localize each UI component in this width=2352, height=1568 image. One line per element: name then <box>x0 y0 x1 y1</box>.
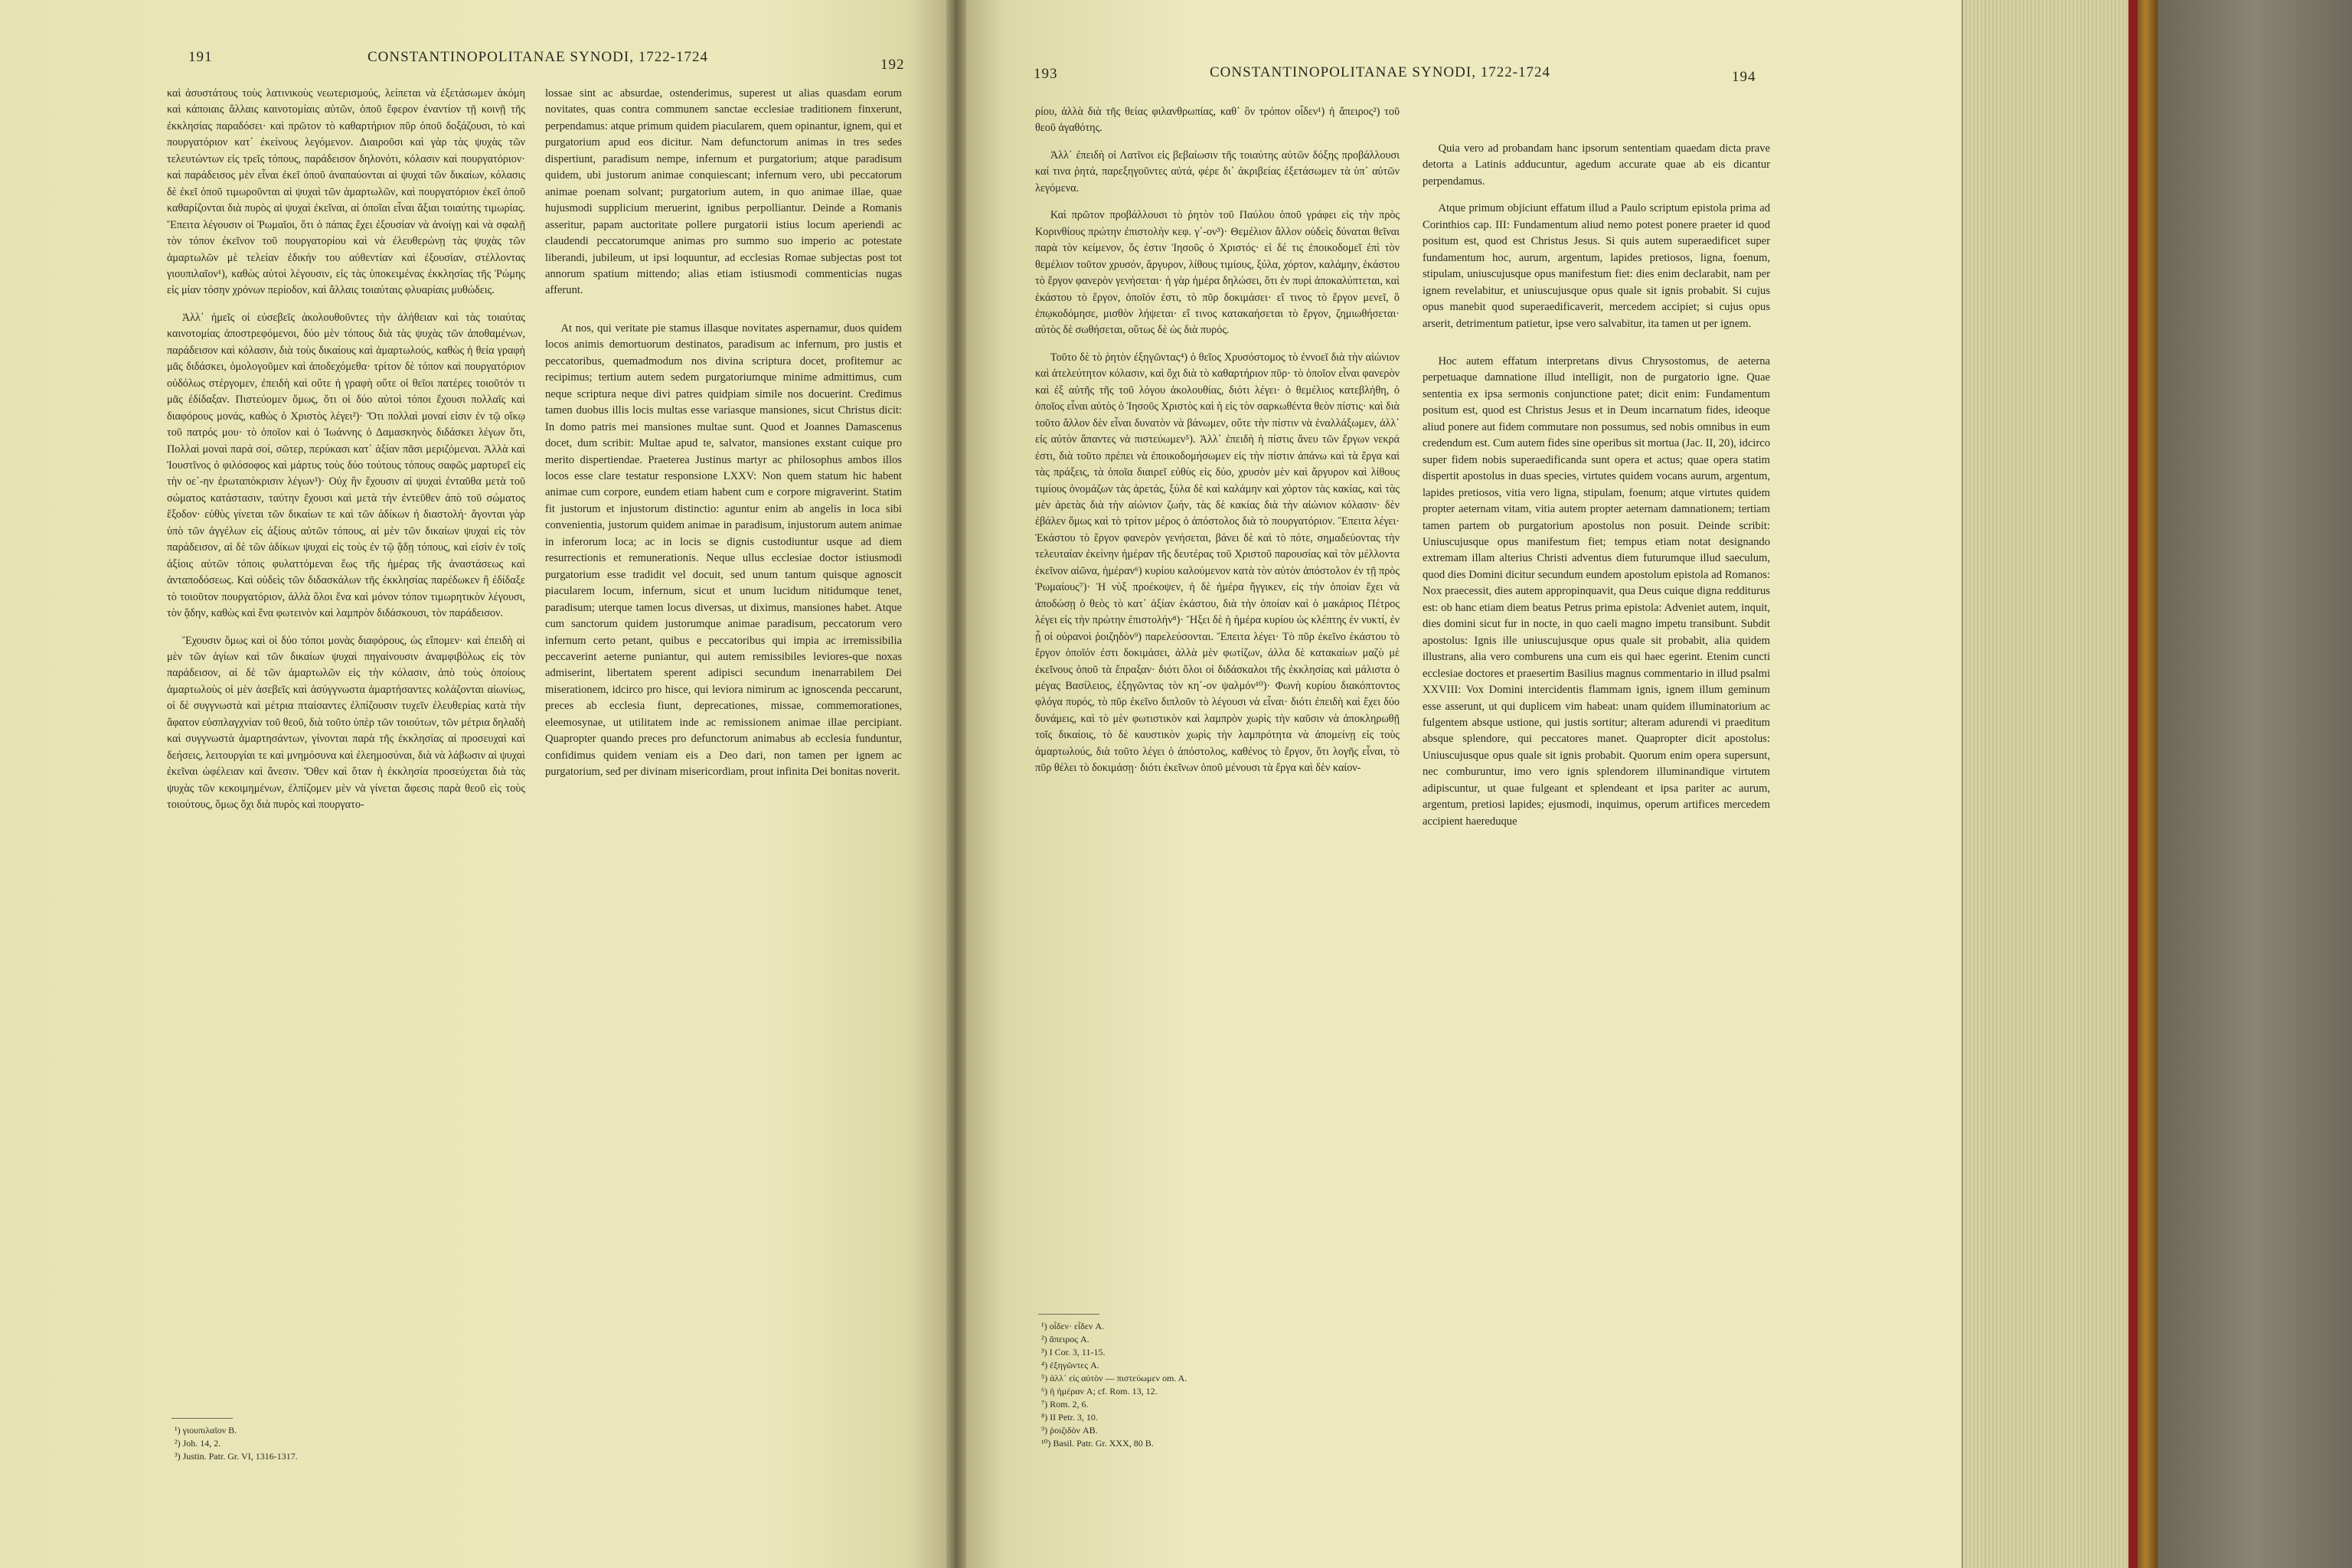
footnote: ⁷) Rom. 2, 6. <box>1041 1399 1089 1410</box>
greek-paragraph: Καὶ πρῶτον προβάλλουσι τὸ ῥητὸν τοῦ Παύλου ὁποῦ γράφει εἰς τὴν πρὸς Κορινθίους πρώτην ἐπιστολὴν κεφ. γ᾽-ον³)· Θεμέλιον ἄλλον οὐδεὶς δύναται θεῖναι παρὰ τὸν κείμενον, ὅς ἐστιν Ἰησοῦς ὁ Χριστός· εἰ δέ τις ἐποικοδομεῖ ἐπὶ τὸν θεμέλιον τοῦτον χρυσόν, ἄργυρον, λίθους τιμίους, ξύλα, χόρτον, καλάμην, ἑκάστου τὸ ἔργον φανερὸν γενήσεται· ἡ γὰρ ἡμέρα δηλώσει, ὅτι ἐν πυρὶ ἀποκαλύπτεται, καὶ ἑκάστου τὸ ἔργον, ὁποῖόν ἐστι, τὸ πῦρ δοκιμάσει· εἴ τινος τὸ ἔργον μενεῖ, ὃ ἐπῳκοδόμησε, μισθὸν λήψεται· εἴ τινος κατακαήσεται τὸ ἔργον, ζημιωθήσεται· αὐτὸς δὲ σωθήσεται, οὕτως δὲ ὡς διὰ πυρός. <box>1035 209 1400 337</box>
book-cover-edge <box>2138 0 2158 1568</box>
greek-paragraph: Ἀλλ᾽ ἡμεῖς οἱ εὐσεβεῖς ἀκολουθοῦντες τὴν ἀλήθειαν καὶ τὰς τοιαύτας καινοτομίας ἀποστρεφόμενοι, δύο μὲν τόπους διὰ τὰς ψυχὰς τῶν ἀποθαμένων, παράδεισον καὶ κόλασιν, διὰ τοὺς δικαίους καὶ ἁμαρτωλούς, καθὼς ἡ θεία γραφὴ μᾶς διδάσκει, ὁμολογοῦμεν καὶ ἀποδεχόμεθα· τρίτον δὲ τόπον καὶ πουργατόριον οὐδόλως στέργομεν, ἐπειδὴ καὶ οὔτε ἡ γραφὴ οὔτε οἱ θεῖοι πατέρες τοιοῦτόν τι μᾶς ἐδίδαξαν. Πιστεύομεν ὅμως, ὅτι οἱ δύο αὐτοὶ τόποι ἔχουσι πολλαῖς καὶ διαφόρους μονάς, καθὼς ὁ Χριστὸς λέγει²)· Ὅτι πολλαὶ μοναί εἰσιν ἐν τῷ οἴκῳ τοῦ πατρός μου· τὸ ὁποῖον καὶ ὁ Ἰωάννης ὁ Δαμασκηνὸς διδάσκει λέγων ὅτι, Πολλαὶ μοναὶ παρά σοί, σῶτερ, περύκασι κατ᾽ ἀξίαν πᾶσι μεριζόμεναι. Ἀλλὰ καὶ Ἰουστῖνος ὁ φιλόσοφος καὶ μάρτυς τοὺς δύο τούτους τόπους σαφῶς μαρτυρεῖ εἰς τὴν οε᾽-ην ἐρωταπόκρισιν λέγων³)· Οὐχ ἣν ἔχουσιν αἱ ψυχαὶ ἐνταῦθα μετὰ τοῦ σώματος κατάστασιν, ταύτην ἔχουσι καὶ μετὰ τὴν ἐντεῦθεν ἀπὸ τοῦ σώματος ἔξοδον· εὐθὺς γίνεται τῶν δικαίων τε καὶ τῶν ἀδίκων ἡ διαστολή· ἄγονται γὰρ ὑπὸ τῶν ἀγγέλων εἰς ἀξίους αὐτῶν τόπους, αἱ μὲν τῶν δικαίων ψυχαὶ εἰς τὸν παράδεισον, αἱ δὲ τῶν ἀδίκων ψυχαὶ εἰς τοὺς ἐν τῷ ᾅδῃ τόπους, καὶ εἰσὶν ἐν τοῖς ἀξίοις αὐτῶν τόποις φυλαττόμεναι ἕως τῆς ἡμέρας τῆς ἀναστάσεως καὶ ἀνταποδόσεως. Καὶ οὐδεὶς τῶν διδασκάλων τῆς ἐκκλησίας παρέδωκεν ἢ ἐδίδαξε τὸ τοιοῦτον πουργατόριον, ἀλλὰ ὅλοι ἕνα καὶ μόνον τόπον τιμωρητικὸν λέγουσι, τὸν ᾅδην, καθὼς καὶ ἕνα φωτεινὸν καὶ λαμπρὸν διδάσκουσι, τὸν παράδεισον. <box>167 311 525 620</box>
running-title-left: CONSTANTINOPOLITANAE SYNODI, 1722-1724 <box>368 49 709 65</box>
footnote: ¹) γιουπιλαῖον B. <box>175 1425 237 1436</box>
footnote: ³) Justin. Patr. Gr. VI, 1316-1317. <box>175 1451 298 1462</box>
latin-paragraph: At nos, qui veritate pie stamus illasque novitates aspernamur, duos quidem locos animis demortuorum destinatos, paradisum ac infernum, pro justis et peccatoribus, quemadmodum nos divina scriptura docet, profitemur ac recipimus; tertium autem sedem purgatoriumque minime admittimus, cum neque scriptura neque divi patres quidpiam simile nos docuerint. Credimus tamen duobus illis locis multas esse variasque mansiones, sicut Christus dicit: In domo patris mei mansiones multae sunt. Quod et Joannes Damascenus docet, dum scribit: Multae apud te, salvator, mansiones exstant cuique pro merito dispertiendae. Praeterea Justinus martyr ac philosophus ambos illos locos esse clare testatur responsione LXXV: Non quem statum hic habent animae cum corpore, eundem etiam habent cum e corpore migraverint. Statim fit justorum et injustorum distinctio: aguntur enim ab angelis in loca sibi convenientia, justorum quidem animae in paradisum, injustorum autem animae in inferorum loca; ac in locis se dignis custodiuntur usque ad diem resurrectionis et remunerationis. Neque ullus ecclesiae doctor istiusmodi purgatorium esse tradidit vel docuit, sed unum tantum quisque agnoscit piacularem locum, infernum, sicut et unum lucidum nitidumque tenet, paradisum; uterque tamen locus diversas, ut diximus, mansiones habet. Atque cum sanctorum quidem justorumque animae paradisum, peccatorum vero infernum certo petant, quibus e peccatoribus qui impia ac irremissibilia peccaverint aeterne puniantur, qui autem remissibiles leviores-que noxas admiserint, libertatem sperent adipisci secundum inenarrabilem Dei miserationem, idcirco pro hisce, qui leviora nimirum ac ignoscenda peccarunt, preces ab ecclesia fiunt, deprecationes, missae, commemorationes, eleemosynae, ut utilitatem inde ac remissionem animae illae percipiant. Quapropter quando preces pro defunctorum animabus ab ecclesia funduntur, confidimus quidem veniam eis a Deo dari, non tamen per ignem ac purgatorium, sed per divinam misericordiam, prout infinita Dei bonitas noverit. <box>545 322 902 779</box>
footnote: ¹⁰) Basil. Patr. Gr. XXX, 80 B. <box>1041 1438 1154 1449</box>
greek-paragraph: Ἀλλ᾽ ἐπειδὴ οἱ Λατῖνοι εἰς βεβαίωσιν τῆς τοιαύτης αὐτῶν δόξης προβάλλουσι καί τινα ῥητά, παρεξηγοῦντες αὐτά, φέρε δι᾽ ἀκριβείας ἐξετάσωμεν τὰ ὑπ᾽ αὐτῶν λεγόμενα. <box>1035 149 1400 194</box>
footnote: ³) I Cor. 3, 11-15. <box>1041 1347 1106 1357</box>
greek-paragraph: Τοῦτο δὲ τὸ ῥητὸν ἐξηγῶντας⁴) ὁ θεῖος Χρυσόστομος τὸ ἐννοεῖ διὰ τὴν αἰώνιον καὶ ἀτελεύτητον κόλασιν, καὶ ὄχι διὰ τὸ καθαρτήριον πῦρ· τὸ ὁποῖον εἶναι φανερὸν καὶ ἐξ αὐτῆς τῆς τοῦ λόγου ἀκολουθίας, διότι λέγει· ὁ θεμέλιος κατεβλήθη, ὁ ὁποῖος εἶναι αὐτὸς ὁ Ἰησοῦς Χριστὸς καὶ ἡ εἰς τὸν σαρκωθέντα θεὸν πίστις· καὶ διὰ τοῦτο ἄλλον δὲν εἶναι δυνατὸν νὰ βάνωμεν, οὔτε τὴν πίστιν νὰ ἐναλλάξωμεν, ἀλλ᾽ εἰς αὐτὸν ἅπαντες νὰ πιστεύωμεν⁵). Ἀλλ᾽ ἐπειδὴ ἡ πίστις ἄνευ τῶν ἔργων νεκρά ἐστι, διὰ τοῦτο πρέπει νὰ ἐποικοδομήσωμεν εἰς τὴν πίστιν ἀπάνω καὶ τὰ ἔργα καὶ τὰς πράξεις, τὰ ὁποῖα διαιρεῖ εὐθὺς εἰς δύο, χρυσὸν μὲν καὶ ἄργυρον καὶ λίθους τιμίους ὀνομάζων τὰς ἀρετάς, ξύλα δὲ καὶ καλάμην καὶ χόρτον τὰς κακίας, καὶ τὰς μὲν ἀρετὰς διὰ τὴν αἰώνιον ζωήν, τὰς δὲ κακίας διὰ τὴν αἰώνιον κόλασιν· δὲν ἐβάλεν ὅμως καὶ τὸ τρίτον μέρος ὁ ἀπόστολος διὰ τὸ πουργατόριον. Ἔπειτα λέγει· Ἑκάστου τὸ ἔργον φανερὸν γενήσεται, βάνει δὲ καὶ τὸ πότε, σημαδεύοντας τὴν τελευταίαν ἐκείνην ἡμέραν τῆς δευτέρας τοῦ Χριστοῦ παρουσίας καὶ τὸν μέλλοντα ἐκεῖνον αἰῶνα, ἡμέραν⁶) κυρίου καλούμενον κατὰ τὸν αὐτὸν ἀπόστολον ἐν τῇ πρὸς Ῥωμαίους⁷)· Ἡ νὺξ προέκοψεν, ἡ δὲ ἡμέρα ἤγγικεν, εἰς τὴν ὁποίαν ἔχει νὰ ἀποδώσῃ ὁ θεὸς τὸ κατ᾽ ἀξίαν ἑκάστου, διὰ τὴν ὁποίαν καὶ ὁ μακάριος Πέτρος λέγει εἰς τὴν πρώτην ἐπιστολήν⁸)· Ἥξει δὲ ἡ ἡμέρα κυρίου ὡς κλέπτης ἐν νυκτί, ἐν ᾗ οἱ οὐρανοὶ ῥοιζηδὸν⁹) παρελεύσονται. Ἔπειτα λέγει· Τὸ πῦρ ἐκεῖνο ἑκάστου τὸ ἔργον ὁποῖόν ἐστι δοκιμάσει, ἀλλὰ μὲν φωτίζων, ἀλλα δὲ κατακαίων μαζὺ μὲ ἐκεῖνους ὁποῦ τὰ ἔπραξαν· διότι ὅλοι οἱ διδάσκαλοι τῆς ἐκκλησίας καὶ μάλιστα ὁ μέγας Βασίλειος, ἐξηγῶντας τὸν κη᾽-ον ψαλμόν¹⁰)· Φωνὴ κυρίου διακόπτοντος φλόγα πυρός, τὸ πῦρ ἐκεῖνο διπλοῦν τὸ λέγουσι νὰ εἶναι· διότι ἐπειδὴ καὶ ἔχει δύο δυνάμεις, καὶ τὸ μὲν φωτιστικὸν καὶ λαμπρὸν χωρὶς τὴν καῦσιν νὰ ἀποκληρωθῇ τοῖς δικαίοις, τὸ δὲ καυστικὸν χωρὶς τὴν λαμπρότητα νὰ ἀπομείνῃ εἰς τοὺς ἁμαρτωλούς, διὰ τοῦτο λέγει ὁ ἀπόστολος, καθένος τὸ ἔργον, ὅτι λογῆς εἶναι, τὸ πῦρ θέλει τὸ δοκιμάσῃ· διότι ἐκεῖνων ὁποῦ μένουσι τὰ ἔργα καὶ δὲν καίον- <box>1035 351 1400 775</box>
footnote: ⁸) II Petr. 3, 10. <box>1041 1412 1098 1423</box>
latin-column-right <box>1423 141 1770 841</box>
footnote-rule <box>172 1418 233 1419</box>
latin-paragraph: lossae sint ac absurdae, ostenderimus, superest ut alias quasdam eorum novitates, quas contra communem sanctae ecclesiae traditionem finxerunt, perpendamus: atque primum quidem piacularem, quem opinantur, ignem, qui et purgatorium apud eos dicitur. Nam defunctorum animas in tres sedes dispertiunt, paradisum nempe, infernum et purgatorium; atque paradisum quidem, ubi justorum animae conquiescant; infernum vero, ubi peccatorum animae poenam solvant; purgatorium autem, in quo animae illae, quae hujusmodi supplicium meruerint, ignibus perpolliantur. Deinde a Romanis asseritur, papam auctoritate pollere purgatorii istius locum aperiendi ac claudendi peccatorumque animas pro summo suo imperio ac potestate liberandi, jubileum, ut ipsi loquuntur, ad ecclesias Romae subjectas post tot annorum spatium mittendo; alias etiam istiusmodi commenticias nugas afferunt. <box>545 87 902 297</box>
greek-paragraph: Ἔχουσιν ὅμως καὶ οἱ δύο τόποι μονὰς διαφόρους, ὡς εἴπομεν· καὶ ἐπειδὴ αἱ μὲν τῶν ἁγίων καὶ τῶν δικαίων ψυχαὶ πηγαίνουσιν ἀναμφιβόλως εἰς τὸν παράδεισον, αἱ δὲ τῶν ἁμαρτωλῶν εἰς τὴν κόλασιν, ἀπὸ τοὺς ὁποίους ἁμαρτωλοὺς οἱ μὲν ἀσεβεῖς καὶ ἀσύγγνωστα ἁμαρτήσαντες κολάζονται αἰωνίως, οἱ δὲ συγγνωστὰ καὶ μέτρια πταίσαντες ἐλπίζουσιν τυχεῖν ἐλευθερίας κατὰ τὴν ἄφατον εὐσπλαγχνίαν τοῦ θεοῦ, διὰ τοῦτο ὑπὲρ τῶν τοιούτων, τῶν μέτρια δηλαδὴ καὶ συγγνωστὰ ἁμαρτησάντων, γίνονται παρὰ τῆς ἐκκλησίας αἱ προσευχαὶ καὶ δεήσεις, λειτουργίαι τε καὶ μνημόσυνα καὶ ἐλεημοσύναι, διὰ νὰ λάβωσιν αἱ ψυχαὶ ἐκεῖναι ὠφέλειαν καὶ ἄνεσιν. Ὅθεν καὶ ὅταν ἡ ἐκκλησία προσεύχεται διὰ τὰς ψυχὰς τῶν κεκοιμημένων, ἐλπίζομεν μὲν νὰ γίνεται ἄφεσις παρὰ θεοῦ εἰς τοὺς τοιούτους, ὅμως ὄχι διὰ πυρὸς καὶ πουργατο- <box>167 634 525 812</box>
footnotes-left <box>175 1424 298 1463</box>
footnote: ²) ἄπειρος A. <box>1041 1334 1089 1344</box>
latin-paragraph: Hoc autem effatum interpretans divus Chrysostomus, de aeterna perpetuaque damnatione illud intelligit, non de purgatorio igne. Quae sententia ex ipsa sermonis conjunctione patet; dicit enim: Fundamentum positum est, quod est Christus Jesus et in Deum incarnatum fides, ideoque aliud ponere aut fidem commutare non possumus, sed nobis omnibus in eum credendum est. Cum autem fides sine operibus sit mortua (Jac. II, 20), idcirco super fidem nobis superaedificanda sunt opera et actus; quae opera statim dispertit apostolus in duas species, virtutes quidem vocans aurum, argentum, lapides pretiosos, vitia vero ligna, stipulam, foenum; atque virtutes quidem propter aeternam vitam, vitia autem propter aeternam damnationem; tertiam tamen partem ob purgatorium apostolus non posuit. Deinde scribit: Uniuscujusque opus manifestum fiet; tempus etiam notat designando extremam illam alterius Christi adventus diem futurumque illud saeculum, quod dies Domini dicitur secundum eundem apostolum epistola ad Romanos: Nox praecessit, dies autem appropinquavit, qua Deus cuique digna redditurus est: ob hanc etiam diem beatus Petrus prima epistola: Adveniet autem, inquit, dies domini sicut fur in nocte, in quo caeli magno impetu transibunt. Subdit apostolus: Ignis ille uniuscujusque opus quale sit probabit, alia quidem illustrans, alia vero comburens una cum eis qui haec egerint. Etenim cuncti ecclesiae doctores et praesertim Basilius magnus commentario in illud psalmi XXVIII: Vox Domini intercidentis flammam ignis, ignem illum geminum esse asserunt, ut qui duplicem vim habeat: unam quidem illuminatorium ac fulgentem absque ustione, qui justis sortitur; alteram adurendi vi praeditum absque splendore, qui peccatores manet. Quapropter dicit apostolus: Uniuscujusque opus quale sit ignis probabit. Quorum enim opera supersunt, nec comburuntur, imo vero ignis splendorem illuminandique virtutem adipiscuntur, ut quae fulgeant et splendeant et ipsa pariter ac aurum, argentum, pretiosi lapides; ejusmodi, inquimus, operum artifices mercedem accipient haereduque <box>1423 354 1770 828</box>
col-number-192: 192 <box>880 57 905 73</box>
footnote: ⁶) ἡ ἡμέραν A; cf. Rom. 13, 12. <box>1041 1386 1158 1396</box>
footnote: ⁴) ἐξηγῶντες A. <box>1041 1360 1099 1370</box>
footnotes-right <box>1041 1320 1187 1450</box>
left-page <box>0 0 946 1568</box>
background-surface <box>2158 0 2352 1568</box>
running-title-right: CONSTANTINOPOLITANAE SYNODI, 1722-1724 <box>1210 64 1551 80</box>
col-number-194: 194 <box>1732 69 1756 85</box>
greek-column-left <box>167 86 525 824</box>
footnote-rule <box>1038 1314 1099 1315</box>
latin-paragraph: Quia vero ad probandam hanc ipsorum sententiam quaedam dicta prave detorta a Latinis adducuntur, agedum accurate quae ab eis dicantur perpendamus. <box>1423 142 1770 188</box>
col-number-191: 191 <box>188 49 213 65</box>
footnote: ²) Joh. 14, 2. <box>175 1438 221 1449</box>
book-gutter <box>946 0 966 1568</box>
page-edges <box>1962 0 2139 1568</box>
greek-paragraph: ρίου, ἀλλὰ διὰ τῆς θείας φιλανθρωπίας, καθ᾽ ὃν τρόπον οἶδεν¹) ἡ ἄπειρος²) τοῦ θεοῦ ἀγαθότης. <box>1035 106 1400 135</box>
col-number-193: 193 <box>1034 66 1058 82</box>
footnote: ⁹) ῥοιζιδὸν AB. <box>1041 1425 1098 1436</box>
greek-column-right <box>1035 104 1400 788</box>
right-page <box>966 0 1962 1568</box>
footnote: ¹) οἶδεν· εἶδεν A. <box>1041 1321 1104 1331</box>
latin-column-left <box>545 86 902 792</box>
latin-paragraph: Atque primum objiciunt effatum illud a Paulo scriptum epistola prima ad Corinthios cap. III: Fundamentum aliud nemo potest ponere praeter id quod positum est, quod est Christus Jesus. Si quis autem superaedificet super fundamentum hoc, aurum, argentum, lapides pretiosos, ligna, foenum, stipulam, uniuscujusque opus manifestum fiet: dies enim declarabit, nam per ignem revelabitur, et uniuscujusque opus quale sit ignis probabit. Si cujus opus manebit quod superaedificaverit, mercedem accipiet; si cujus opus arserit, detrimentum patietur, ipse vero salvabitur, ita tamen ut per ignem. <box>1423 202 1770 330</box>
greek-paragraph: καὶ ἀσυστάτους τοὺς λατινικοὺς νεωτερισμούς, λείπεται νὰ ἐξετάσωμεν ἀκόμη καὶ κάποιαις ἄλλαις καινοτομίαις αὐτῶν, ὁποῦ ἔφερον ἐναντίον τῇ κοινῇ τῆς ἐκκλησίας παραδόσει· καὶ πρῶτον τὸ καθαρτήριον πῦρ ὁποῦ δοξάζουσι, τὸ καὶ πουργατόριον κατ᾽ ἐκείνους λεγόμενον. Διαιροῦσι καὶ γὰρ τὰς ψυχὰς τῶν τελευτώντων εἰς τρεῖς τόπους, παράδεισον δηλονότι, κόλασιν καὶ πουργατόριον· καὶ παράδεισος μὲν εἶναι ἐκεῖ ὁποῦ ἀναπαύονται αἱ ψυχαὶ τῶν δικαίων, κόλασις δὲ ἐκεῖ ὁποῦ τιμωροῦνται αἱ ψυχαὶ τῶν ἁμαρτωλῶν, καὶ πουργατόριον ἐκεῖ ὁποῦ καθαρίζονται διὰ πυρὸς αἱ ψυχαὶ ἐκεῖναι, αἱ ὁποῖαι εἶναι ἄξιαι τοιαύτης τιμωρίας. Ἔπειτα λέγουσιν οἱ Ῥωμαῖοι, ὅτι ὁ πάπας ἔχει ἐξουσίαν νὰ ἀνοίγῃ καὶ νὰ σφαλῇ τὸν τόπον ἐκεῖνον τοῦ πουργατορίου καὶ νὰ ἐλευθερώνῃ τὰς ψυχὰς τῶν ἁμαρτωλῶν μὲ τελείαν ἐδικήν του αὐθεντίαν καὶ ἐξουσίαν, στέλλοντας γιουπιλαῖον¹), καθὼς αὐτοὶ λέγουσιν, εἰς τὰς ὑποκειμένας ἐκκλησίας τῆς Ῥώμης εἰς μίαν τόσην χρόνων περίοδον, καὶ ἄλλαις τοιαύταις φλυαρίαις μυθώδεις. <box>167 87 525 297</box>
footnote: ⁵) ἀλλ᾽ εἰς αὐτὸν — πιστεύωμεν om. A. <box>1041 1373 1187 1383</box>
